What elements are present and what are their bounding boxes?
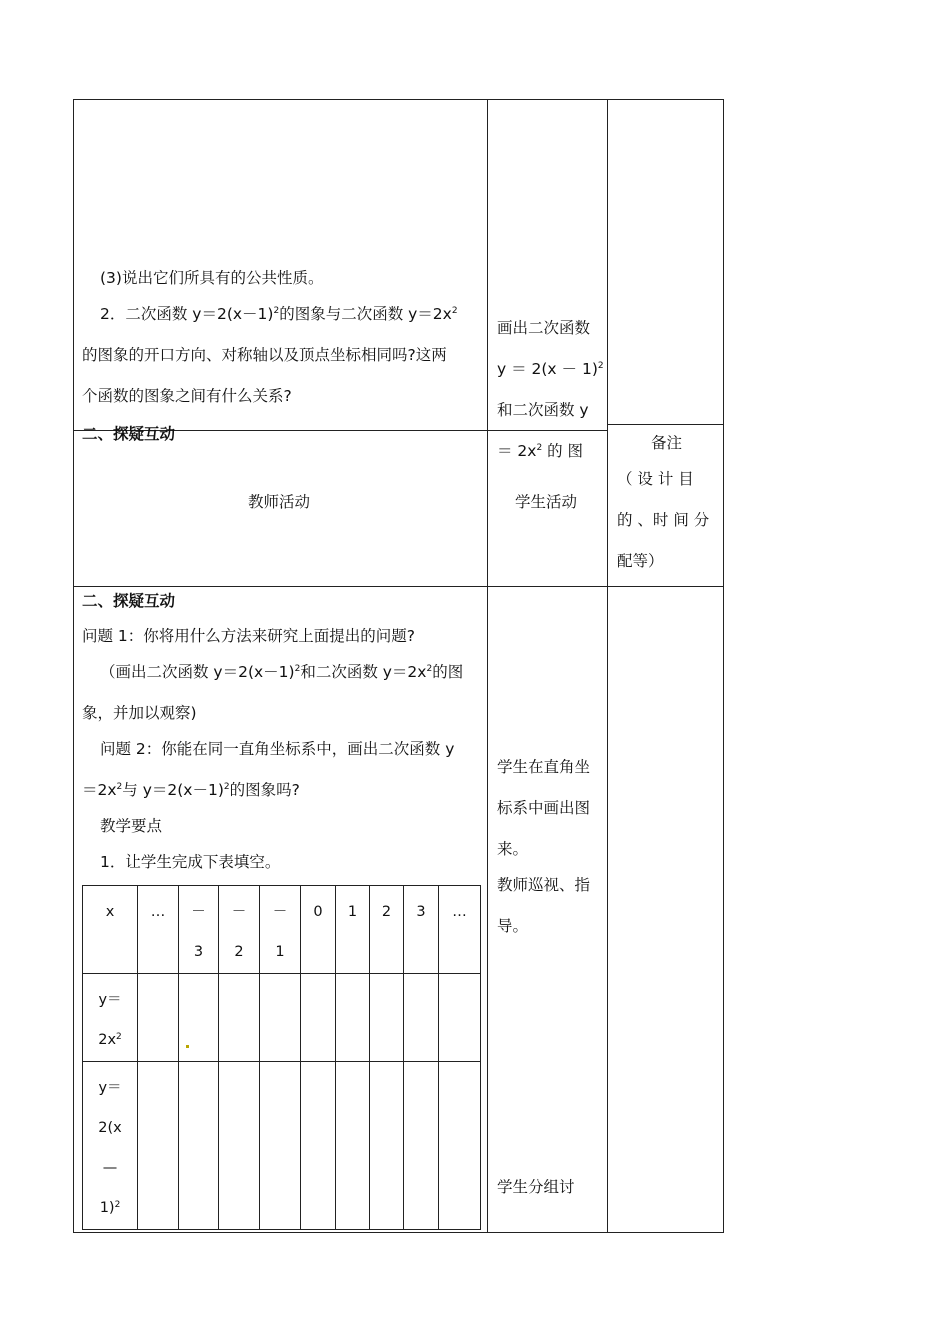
answer-cell[interactable] [301, 1062, 336, 1230]
question-2-line-3: 个函数的图象之间有什么关系? [82, 387, 292, 405]
mid-line-1: 画出二次函数 [497, 319, 591, 337]
problem-2: 问题 2：你能在同一直角坐标系中，画出二次函数 y [100, 740, 455, 758]
x-cell: 2 [370, 886, 404, 974]
x-cell: … [439, 886, 481, 974]
problem-2-cont: $=2x^2$与 $y=2(x-1)^2$的图象吗? [82, 781, 300, 799]
x-cell: … [138, 886, 179, 974]
answer-cell[interactable] [336, 1062, 370, 1230]
question-2-line-2: 的图象的开口方向、对称轴以及顶点坐标相同吗?这两 [82, 346, 447, 364]
answer-cell[interactable] [404, 1062, 439, 1230]
table-border-right [723, 99, 724, 1233]
answer-cell[interactable] [138, 1062, 179, 1230]
table-border-left [73, 99, 74, 1233]
table-row-x [83, 886, 481, 974]
header-teacher-activity: 教师活动 [248, 493, 311, 511]
x-cell: － 3 [179, 886, 219, 974]
answer-cell[interactable] [404, 974, 439, 1062]
problem-1: 问题 1：你将用什么方法来研究上面提出的问题? [82, 627, 416, 645]
header-student-activity: 学生活动 [515, 493, 578, 511]
answer-cell[interactable] [439, 1062, 481, 1230]
header-notes-4: 配等） [617, 552, 664, 570]
y1-label: y＝ $2x^2$ [83, 974, 138, 1062]
answer-cell[interactable] [260, 1062, 301, 1230]
fill-in-table [82, 885, 481, 1230]
table-row-divider-2 [73, 586, 724, 587]
answer-cell[interactable] [179, 1062, 219, 1230]
x-cell: － 2 [219, 886, 260, 974]
answer-cell[interactable] [219, 1062, 260, 1230]
answer-cell[interactable] [179, 974, 219, 1062]
stray-mark [186, 1045, 189, 1048]
answer-cell[interactable] [439, 974, 481, 1062]
x-cell: － 1 [260, 886, 301, 974]
mid-line-2: $y = 2(x - 1)^2$ [497, 360, 604, 378]
table-col-divider-1 [487, 99, 488, 1233]
student-line-6: 学生分组讨 [497, 1178, 575, 1196]
student-line-2: 标系中画出图 [497, 799, 591, 817]
student-line-5: 导。 [497, 917, 529, 935]
table-row-divider-notes [607, 424, 724, 425]
answer-cell[interactable] [219, 974, 260, 1062]
mid-line-4: ＝ $2x^2$ 的 图 [497, 442, 584, 460]
question-3: (3)说出它们所具有的公共性质。 [100, 269, 324, 287]
answer-cell[interactable] [336, 974, 370, 1062]
answer-cell[interactable] [138, 974, 179, 1062]
header-notes-3: 的 、时 间 分 [617, 511, 710, 529]
table-row-y1 [83, 974, 481, 1062]
student-line-4: 教师巡视、指 [497, 876, 591, 894]
table-row-y2 [83, 1062, 481, 1230]
section-heading: 二、探疑互动 [82, 592, 176, 610]
header-notes-1: 备注 [651, 434, 683, 452]
answer-cell[interactable] [370, 974, 404, 1062]
teaching-points: 教学要点 [100, 817, 163, 835]
table-border-top [73, 99, 724, 100]
problem-1-hint: （画出二次函数 $y=2(x-1)^2$和二次函数 $y=2x^2$的图 [100, 663, 464, 681]
problem-1-hint-cont: 象，并加以观察) [82, 704, 197, 722]
answer-cell[interactable] [370, 1062, 404, 1230]
table-instruction: 1．让学生完成下表填空。 [100, 853, 281, 871]
y2-label: y＝ 2(x — 1)$^2$ [83, 1062, 138, 1230]
x-cell: 3 [404, 886, 439, 974]
table-border-bottom [73, 1232, 724, 1233]
student-line-1: 学生在直角坐 [497, 758, 591, 776]
question-2-line-1: 2．二次函数 $y=2(x-1)^2$的图象与二次函数 $y=2x^2$ [100, 305, 458, 323]
student-line-3: 来。 [497, 840, 529, 858]
mid-line-3: 和二次函数 y [497, 401, 589, 419]
header-notes-2: （ 设 计 目 [617, 470, 694, 488]
x-cell: 1 [336, 886, 370, 974]
x-label: x [83, 886, 138, 974]
overlap-heading: 二、探疑互动 [82, 425, 176, 443]
table-col-divider-2 [607, 99, 608, 1233]
answer-cell[interactable] [301, 974, 336, 1062]
answer-cell[interactable] [260, 974, 301, 1062]
x-cell: 0 [301, 886, 336, 974]
